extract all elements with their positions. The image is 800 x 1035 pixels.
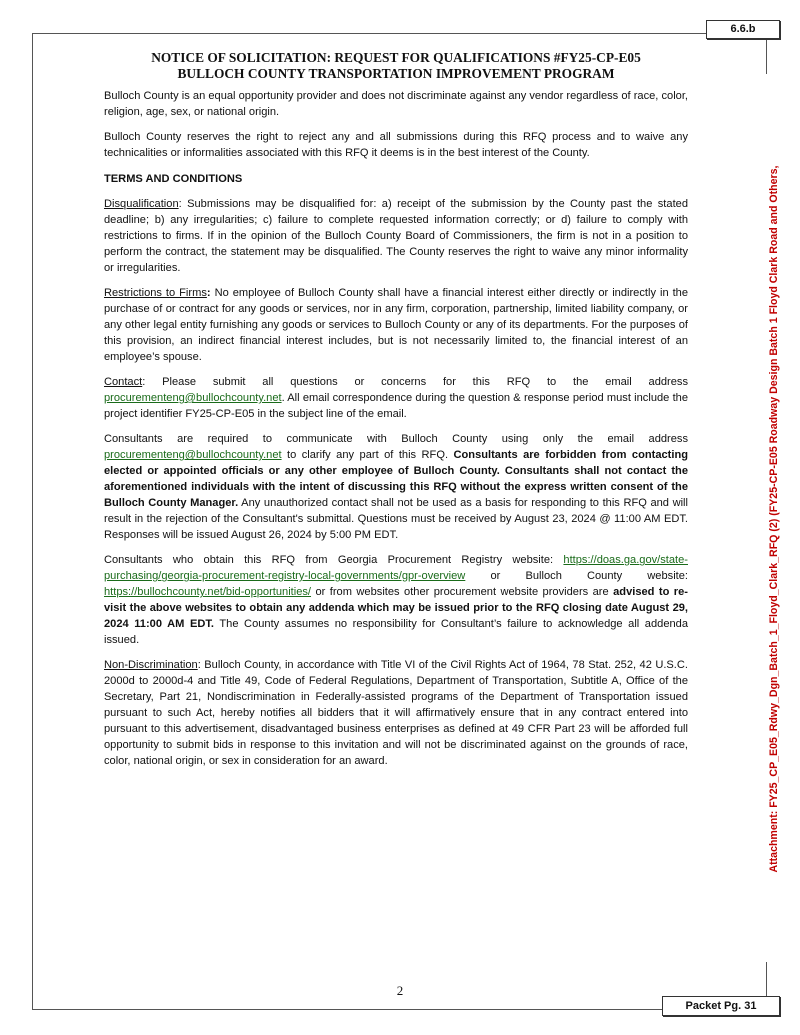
attachment-side-label: Attachment: FY25_CP_E05_Rdwy_Dgn_Batch_1_Floyd_Clark_RFQ (2) (FY25-CP-E05 Roadway Design Batch 1 Floyd Clark Road and Others,: [768, 165, 780, 873]
disqualification-paragraph: [104, 197, 688, 277]
document-title: [104, 50, 688, 82]
disqualification-label: Disqualification: [104, 198, 179, 211]
consultants-bold-warning: Consultants are forbidden from contacting elected or appointed officials or any other employee of Bulloch County. Consultants shall not contact the aforementioned individuals with the intent of discussing this RFQ without the express written consent of the Bulloch County Manager.: [104, 449, 688, 509]
consultants-text-2: to clarify any part of this RFQ.: [281, 449, 454, 462]
registry-text-2: or Bulloch County website:: [465, 570, 688, 583]
title-line-1: NOTICE OF SOLICITATION: REQUEST FOR QUALIFICATIONS #FY25-CP-E05: [151, 50, 641, 65]
gpr-overview-link[interactable]: https://doas.ga.gov/state-purchasing/georgia-procurement-registry-local-governments/gpr-overview: [104, 554, 688, 583]
registry-text-3: or from websites other procurement website providers are: [311, 585, 614, 598]
restrictions-text: No employee of Bulloch County shall have a financial interest either directly or indirectly in the purchase of or contract for any goods or services, nor in any firm, corporation, partnership, limited liability company, or any other legal entity furnishing any goods or services to Bulloch County or any of its departments. For the purposes of this provision, an indirect financial interest includes, but is not necessarily limited to, the financial interest of an employee’s spouse.: [104, 287, 689, 363]
contact-paragraph: [104, 375, 688, 423]
contact-label: Contact: [104, 376, 143, 389]
disqualification-text: : Submissions may be disqualified for: a) receipt of the submission by the County past the stated deadline; b) any irregularities; c) failure to complete requested information correctly; or d) failure to comply with restrictions to firms. If in the opinion of the Bulloch County Board of Commissioners, the firm is not in a position to perform the contract, the statement may be disqualified. The County reserves the right to waive any minor informality or irregularities.: [104, 198, 688, 274]
consultants-text-1: Consultants are required to communicate with Bulloch County using only the email address: [104, 433, 688, 446]
contact-email-link[interactable]: procurementeng@bullochcounty.net: [104, 392, 282, 404]
contact-text-2: . All email correspondence during the question & response period must include the project identifier FY25-CP-E05 in the subject line of the email.: [104, 392, 688, 420]
page-number: 2: [396, 983, 404, 998]
contact-text-1: : Please submit all questions or concerns for this RFQ to the email address: [142, 376, 688, 389]
page-frame-bottom: [32, 1009, 662, 1010]
non-discrimination-text: : Bulloch County, in accordance with Title VI of the Civil Rights Act of 1964, 78 Stat. 252, 42 U.S.C. 2000d to 2000d-4 and Title 49, Code of Federal Regulations, Department of Transportation, Subtitle A, Office of the Secretary, Part 21, Nondiscrimination in Federally-assisted programs of the Department of Transportation issued pursuant to such Act, hereby notifies all bidders that it will affirmatively ensure that in any contract entered into pursuant to this advertisement, disadvantaged business enterprises as defined at 49 CFR Part 23 will be afforded full opportunity to submit bids in response to this invitation and will not be discriminated against on the grounds of race, color, national origin, or sex in consideration for an award.: [104, 659, 688, 767]
non-discrimination-label: Non-Discrimination: [104, 659, 198, 672]
registry-paragraph: [104, 553, 688, 648]
page-frame-left: [32, 33, 33, 1009]
title-line-2: BULLOCH COUNTY TRANSPORTATION IMPROVEMENT PROGRAM: [177, 66, 615, 81]
registry-text-4: The County assumes no responsibility for Consultant’s failure to acknowledge all addenda issued.: [104, 617, 688, 646]
restrictions-paragraph: [104, 286, 688, 366]
equal-opportunity-paragraph: Bulloch County is an equal opportunity provider and does not discriminate against any vendor regardless of race, color, religion, age, sex, or national origin.: [104, 90, 688, 118]
consultants-email-link[interactable]: procurementeng@bullochcounty.net: [104, 449, 282, 462]
packet-page-tag: Packet Pg. 31: [662, 996, 780, 1016]
county-bid-link[interactable]: https://bullochcounty.net/bid-opportunities/: [104, 585, 312, 598]
page-frame-right-top: [766, 38, 767, 74]
terms-heading: TERMS AND CONDITIONS: [104, 172, 243, 185]
document-body: [104, 50, 688, 779]
consultants-paragraph: [104, 432, 688, 543]
agenda-item-tag: 6.6.b: [706, 20, 780, 39]
consultants-text-3: Any unauthorized contact shall not be used as a basis for responding to this RFQ and will result in the rejection of the Consultant's submittal. Questions must be received by August 23, 2024 @ 11:00 AM EDT. Responses will be issued August 26, 2024 by 5:00 PM EDT.: [104, 496, 688, 541]
page-frame-top: [32, 33, 706, 34]
non-discrimination-paragraph: [104, 658, 688, 769]
registry-text-1: Consultants who obtain this RFQ from Georgia Procurement Registry website:: [104, 554, 564, 567]
reserve-rights-paragraph: Bulloch County reserves the right to reject any and all submissions during this RFQ process and to waive any technicalities or informalities associated with this RFQ it deems is in the best interest of the County.: [104, 131, 688, 160]
registry-bold-notice: advised to re-visit the above websites to obtain any addenda which may be issued prior to the RFQ closing date August 29, 2024 11:00 AM EDT.: [104, 585, 688, 630]
restrictions-colon: :: [206, 287, 211, 300]
restrictions-label: Restrictions to Firms: [104, 287, 207, 300]
